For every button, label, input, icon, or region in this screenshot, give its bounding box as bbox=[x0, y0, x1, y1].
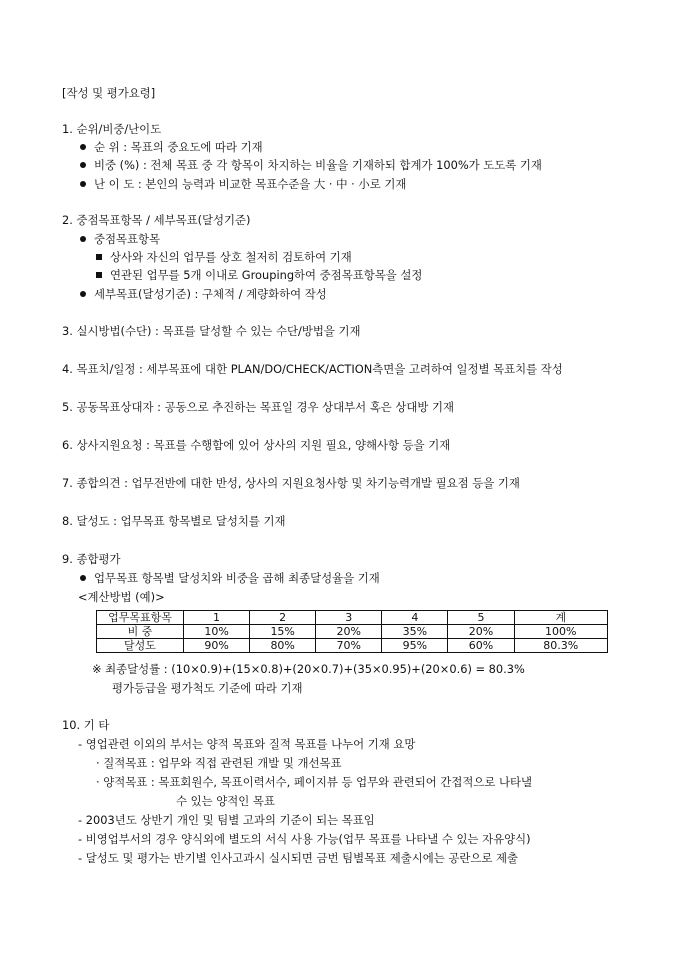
table-cell: 2 bbox=[250, 611, 316, 625]
table-cell: 80% bbox=[250, 639, 316, 653]
section-7: 7. 종합의견 : 업무전반에 대한 반성, 상사의 지원요청사항 및 차기능력개발 필요점 등을 기재 bbox=[62, 476, 520, 490]
section-9-bullet-1: 업무목표 항목별 달성치와 비중을 곱해 최종달성율을 기재 bbox=[80, 571, 380, 585]
table-cell: 35% bbox=[382, 625, 448, 639]
table-cell: 업무목표항목 bbox=[97, 611, 184, 625]
section-1-heading: 1. 순위/비중/난이도 bbox=[62, 122, 162, 136]
section-1-bullet-1: 순 위 : 목표의 중요도에 따라 기재 bbox=[80, 140, 263, 154]
table-cell: 15% bbox=[250, 625, 316, 639]
table-cell: 5 bbox=[448, 611, 514, 625]
calc-example-table bbox=[96, 610, 608, 653]
section-3: 3. 실시방법(수단) : 목표를 달성할 수 있는 수단/방법을 기재 bbox=[62, 324, 361, 338]
document-title: [작성 및 평가요령] bbox=[62, 86, 156, 100]
section-10-quantitative: · 양적목표 : 목표회원수, 목표이력서수, 페이지뷰 등 업무와 관련되어 간접적으로 나타낼 bbox=[96, 775, 533, 789]
table-row bbox=[97, 611, 608, 625]
table-cell: 계 bbox=[514, 611, 607, 625]
table-cell: 1 bbox=[184, 611, 250, 625]
table-cell: 4 bbox=[382, 611, 448, 625]
section-10-dash-1: - 영업관련 이외의 부서는 양적 목표와 질적 목표를 나누어 기재 요망 bbox=[78, 737, 416, 751]
section-2-bullet-2: 세부목표(달성기준) : 구체적 / 계량화하여 작성 bbox=[80, 287, 327, 301]
section-10-dash-3: - 비영업부서의 경우 양식외에 별도의 서식 사용 가능(업무 목표를 나타낼 수 있는 자유양식) bbox=[78, 832, 531, 846]
table-cell: 10% bbox=[184, 625, 250, 639]
final-rate-note: ※ 최종달성률 : (10×0.9)+(15×0.8)+(20×0.7)+(35×0.95)+(20×0.6) = 80.3% bbox=[92, 662, 525, 676]
table-cell: 60% bbox=[448, 639, 514, 653]
table-cell: 3 bbox=[316, 611, 382, 625]
section-10-dash-4: - 달성도 및 평가는 반기별 인사고과시 실시되면 금번 팀별목표 제출시에는 공란으로 제출 bbox=[78, 851, 519, 865]
table-cell: 95% bbox=[382, 639, 448, 653]
section-10-dash-2: - 2003년도 상반기 개인 및 팀별 고과의 기준이 되는 목표임 bbox=[78, 813, 375, 827]
table-cell: 90% bbox=[184, 639, 250, 653]
section-2-sub-2: 연관된 업무를 5개 이내로 Grouping하여 중점목표항목을 설정 bbox=[96, 268, 422, 282]
table-row bbox=[97, 625, 608, 639]
table-cell: 100% bbox=[514, 625, 607, 639]
section-6: 6. 상사지원요청 : 목표를 수행함에 있어 상사의 지원 필요, 양해사항 등을 기재 bbox=[62, 438, 451, 452]
section-1-bullet-2: 비중 (%) : 전체 목표 중 각 항목이 차지하는 비율을 기재하되 합계가 100%가 도도록 기재 bbox=[80, 158, 542, 172]
section-5: 5. 공동목표상대자 : 공동으로 추진하는 목표일 경우 상대부서 혹은 상대방 기재 bbox=[62, 400, 455, 414]
table-row bbox=[97, 639, 608, 653]
calc-method-label: <계산방법 (예)> bbox=[78, 590, 165, 604]
section-10-heading: 10. 기 타 bbox=[62, 718, 110, 732]
bullet-square-icon bbox=[96, 254, 102, 260]
grade-note: 평가등급을 평가척도 기준에 따라 기재 bbox=[112, 681, 303, 695]
bullet-dot-icon bbox=[80, 236, 86, 242]
table-cell: 80.3% bbox=[514, 639, 607, 653]
section-2-heading: 2. 중점목표항목 / 세부목표(달성기준) bbox=[62, 213, 251, 227]
bullet-dot-icon bbox=[80, 291, 86, 297]
section-10-quantitative-cont: 수 있는 양적인 목표 bbox=[176, 794, 275, 808]
table-cell: 비 중 bbox=[97, 625, 184, 639]
section-9-heading: 9. 종합평가 bbox=[62, 552, 121, 566]
bullet-dot-icon bbox=[80, 575, 86, 581]
section-1-bullet-3: 난 이 도 : 본인의 능력과 비교한 목표수준을 大 · 中 · 小로 기재 bbox=[80, 177, 406, 191]
section-10-qualitative: · 질적목표 : 업무와 직접 관련된 개발 및 개선목표 bbox=[96, 756, 342, 770]
section-8: 8. 달성도 : 업무목표 항목별로 달성치를 기재 bbox=[62, 514, 286, 528]
section-4: 4. 목표치/일정 : 세부목표에 대한 PLAN/DO/CHECK/ACTION측면을 고려하여 일정별 목표치를 작성 bbox=[62, 362, 563, 376]
bullet-dot-icon bbox=[80, 181, 86, 187]
bullet-dot-icon bbox=[80, 162, 86, 168]
table-cell: 70% bbox=[316, 639, 382, 653]
section-2-sub-1: 상사와 자신의 업무를 상호 철저히 검토하여 기재 bbox=[96, 250, 352, 264]
table-cell: 달성도 bbox=[97, 639, 184, 653]
table-cell: 20% bbox=[316, 625, 382, 639]
bullet-dot-icon bbox=[80, 144, 86, 150]
table-cell: 20% bbox=[448, 625, 514, 639]
section-2-bullet-1: 중점목표항목 bbox=[80, 232, 160, 246]
bullet-square-icon bbox=[96, 272, 102, 278]
